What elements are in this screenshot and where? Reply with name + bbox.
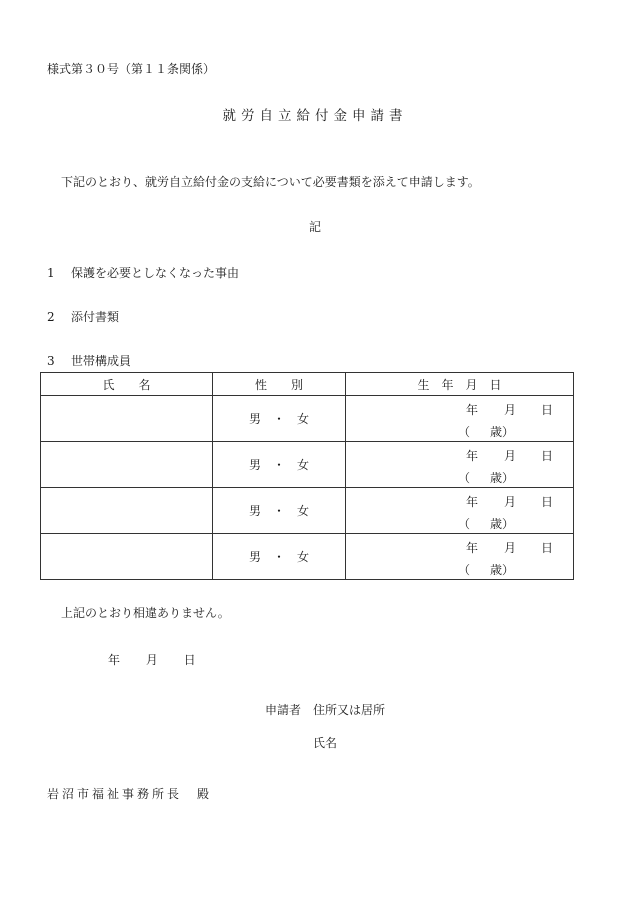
month-label: 月	[504, 541, 517, 555]
year-label: 年	[466, 541, 479, 555]
addressee: 岩沼市福祉事務所長 殿	[47, 787, 213, 801]
month-label: 月	[504, 495, 517, 509]
item-number: 1	[47, 266, 55, 280]
age-open-paren: （	[458, 471, 471, 485]
item-label: 添付書類	[71, 310, 120, 324]
item-household-members	[47, 352, 131, 369]
certification-text: 上記のとおり相違ありません。	[61, 606, 230, 620]
age-label: 歳）	[490, 471, 515, 485]
item-reason	[47, 264, 239, 281]
sex-cell[interactable]: 男 ・ 女	[213, 442, 346, 488]
sex-cell[interactable]: 男 ・ 女	[213, 488, 346, 534]
day-label: 日	[541, 449, 554, 463]
household-members-table	[40, 372, 574, 580]
day-label: 日	[541, 495, 554, 509]
name-cell[interactable]	[41, 534, 213, 580]
item-label: 保護を必要としなくなった事由	[71, 266, 240, 280]
table-row	[41, 442, 574, 488]
intro-text: 下記のとおり、就労自立給付金の支給について必要書類を添えて申請します。	[61, 175, 480, 189]
year-label: 年	[466, 449, 479, 463]
date-line[interactable]: 年 月 日	[108, 653, 196, 667]
age-label: 歳）	[490, 517, 515, 531]
dob-cell[interactable]	[346, 488, 574, 534]
year-label: 年	[466, 403, 479, 417]
item-number: 2	[47, 310, 55, 324]
ki-heading: 記	[308, 220, 321, 234]
applicant-name-label[interactable]: 氏名	[313, 736, 338, 750]
age-open-paren: （	[458, 425, 471, 439]
month-label: 月	[504, 449, 517, 463]
item-number: 3	[47, 354, 55, 368]
age-open-paren: （	[458, 563, 471, 577]
name-cell[interactable]	[41, 396, 213, 442]
name-cell[interactable]	[41, 442, 213, 488]
day-label: 日	[541, 403, 554, 417]
age-open-paren: （	[458, 517, 471, 531]
dob-cell[interactable]	[346, 534, 574, 580]
sex-cell[interactable]: 男 ・ 女	[213, 534, 346, 580]
form-number: 様式第３０号（第１１条関係）	[47, 62, 216, 76]
month-label: 月	[504, 403, 517, 417]
table-row	[41, 534, 574, 580]
applicant-address-label[interactable]: 申請者 住所又は居所	[265, 703, 386, 717]
sex-cell[interactable]: 男 ・ 女	[213, 396, 346, 442]
page-title: 就労自立給付金申請書	[222, 108, 408, 124]
table-header-row	[41, 373, 574, 396]
header-name: 氏 名	[41, 373, 213, 396]
header-dob: 生 年 月 日	[346, 373, 574, 396]
header-sex: 性 別	[213, 373, 346, 396]
age-label: 歳）	[490, 425, 515, 439]
day-label: 日	[541, 541, 554, 555]
year-label: 年	[466, 495, 479, 509]
dob-cell[interactable]	[346, 442, 574, 488]
name-cell[interactable]	[41, 488, 213, 534]
table-row	[41, 396, 574, 442]
table-row	[41, 488, 574, 534]
item-label: 世帯構成員	[71, 354, 132, 368]
age-label: 歳）	[490, 563, 515, 577]
item-attachments	[47, 308, 119, 325]
dob-cell[interactable]	[346, 396, 574, 442]
